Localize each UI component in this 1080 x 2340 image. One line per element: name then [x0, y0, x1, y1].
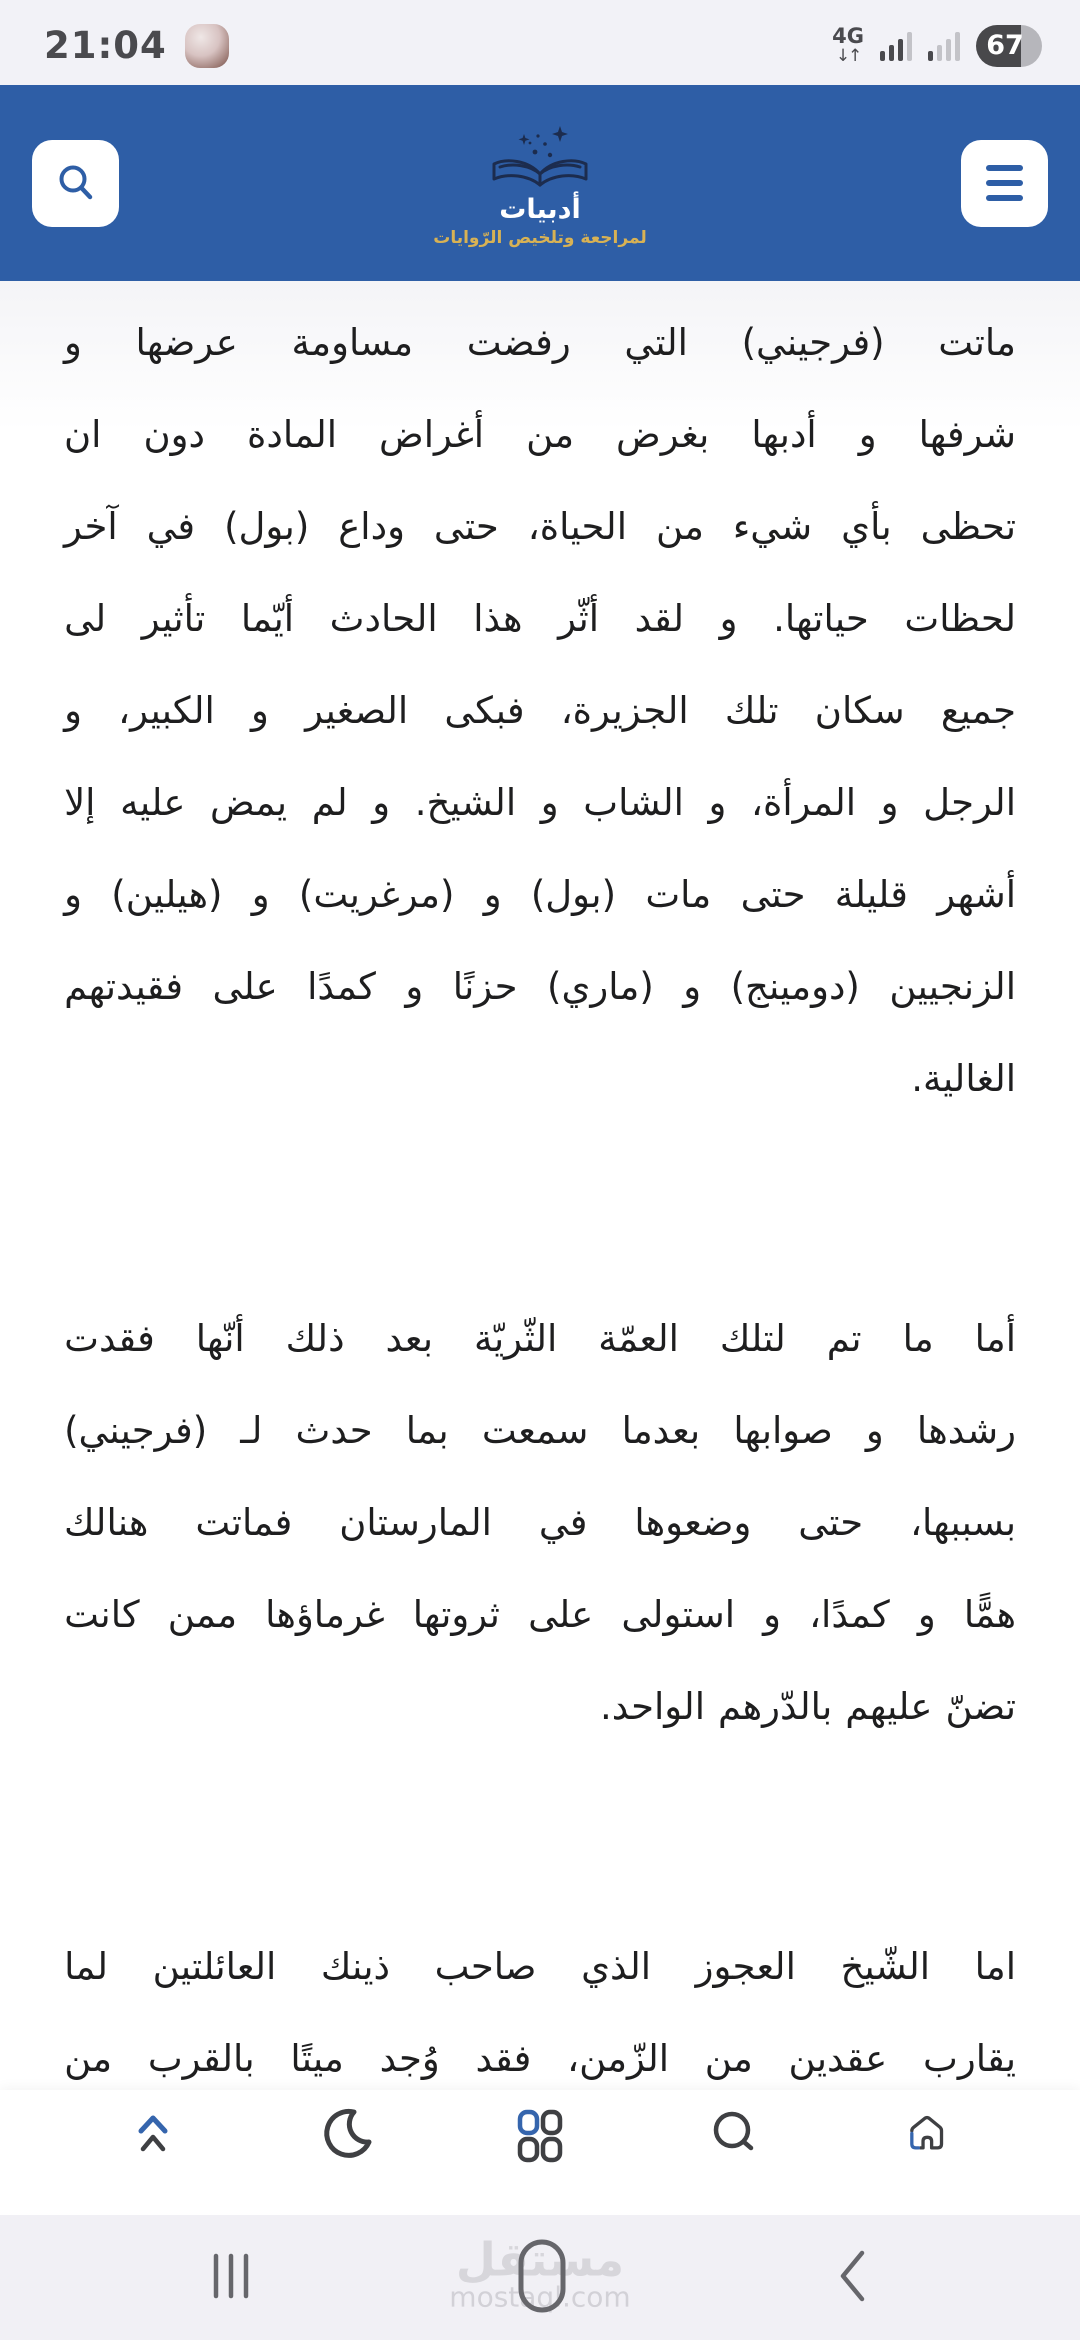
app-header: [0, 85, 1080, 281]
recent-apps-button[interactable]: [212, 2253, 250, 2302]
watermark-domain: mostaql.com: [449, 2280, 631, 2314]
text-line: ماتت (فرجيني) التي رفضت مساومة عرضها و: [64, 321, 1016, 364]
app-logo: [433, 118, 646, 248]
text-line: تحظى بأي شيء من الحياة، حتى وداع (بول) في آخر: [64, 505, 1016, 548]
clock-time: 21:04: [44, 24, 167, 67]
dark-mode-button[interactable]: [312, 2100, 382, 2170]
text-line: بسببها، حتى وضعوها في المارستان فماتت هنالك: [64, 1501, 1016, 1544]
system-navigation-bar: [0, 2215, 1080, 2340]
signal-bars-icon-sim2: [928, 31, 960, 61]
reader-content: [0, 281, 1080, 2090]
menu-button[interactable]: [961, 140, 1048, 227]
app-bottom-toolbar: [0, 2090, 1080, 2215]
text-line: الزنجيين (دومينج) و (ماري) حزنًا و كمدًا على فقيدتهم: [64, 965, 1016, 1008]
home-pill-button[interactable]: [517, 2238, 567, 2317]
text-line: لحظات حياتها. و لقد أثّر هذا الحادث أيّما تأثير لى: [64, 597, 1016, 640]
home-button[interactable]: [892, 2100, 962, 2170]
scroll-to-top-button[interactable]: [118, 2100, 188, 2170]
hamburger-menu-icon: [986, 165, 1023, 201]
recent-apps-icon: [212, 2253, 250, 2302]
notification-avatar-icon: [185, 24, 229, 68]
chevrons-up-icon: [124, 2103, 182, 2168]
watermark-arabic: مستقل: [455, 2232, 625, 2287]
search-icon: [704, 2103, 764, 2168]
paragraph: [64, 297, 1016, 1125]
categories-button[interactable]: [505, 2100, 575, 2170]
text-line: أما ما تم لتلك العمّة الثّريّة بعد ذلك أنّها فقدت: [64, 1317, 1016, 1360]
search-icon: [53, 159, 99, 208]
text-line: يقارب عقدين من الزّمن، فقد وُجد ميتًا بالقرب من: [64, 2037, 1016, 2080]
grid-icon: [512, 2103, 568, 2168]
paragraph: [64, 1293, 1016, 1753]
text-line: شرفها و أدبها بغرض من أغراض المادة دون ان: [64, 413, 1016, 456]
app-title: أدبيات: [499, 194, 581, 225]
text-line: همًّا و كمدًا، و استولى على ثروتها غرماؤها ممن كانت: [64, 1593, 1016, 1636]
back-button[interactable]: [834, 2248, 868, 2307]
network-label: 4G: [832, 24, 864, 48]
search-nav-button[interactable]: [699, 2100, 769, 2170]
text-line: الرجل و المرأة، و الشاب و الشيخ. و لم يمض عليه إلا: [64, 781, 1016, 824]
text-line: اما الشّيخ العجوز الذي صاحب ذينك العائلتين لما: [64, 1945, 1016, 1988]
back-chevron-icon: [834, 2248, 868, 2307]
paragraph: [64, 1921, 1016, 2090]
battery-indicator: [976, 25, 1042, 67]
open-book-logo-icon: [478, 118, 602, 202]
moon-icon: [317, 2103, 377, 2168]
text-line: أشهر قليلة حتى مات (بول) و (مرغريت) و (هيلين) و: [64, 873, 1016, 916]
battery-percent: 67: [986, 30, 1024, 61]
text-line: الغالية.: [911, 1057, 1016, 1100]
home-icon: [896, 2103, 958, 2168]
text-line: رشدها و صوابها بعدما سمعت بما حدث لـ (فرجيني): [64, 1409, 1016, 1452]
signal-bars-icon-sim1: [880, 31, 912, 61]
status-bar: [0, 0, 1080, 85]
network-arrows-icon: ↓↑: [835, 46, 861, 66]
text-line: جميع سكان تلك الجزيرة، فبكى الصغير و الكبير، و: [64, 689, 1016, 732]
text-line: تضنّ عليهم بالدّرهم الواحد.: [599, 1685, 1016, 1728]
search-button[interactable]: [32, 140, 119, 227]
home-pill-icon: [517, 2238, 567, 2317]
network-type-indicator: [832, 26, 864, 65]
app-tagline: لمراجعة وتلخيص الرّوايات: [433, 228, 647, 248]
